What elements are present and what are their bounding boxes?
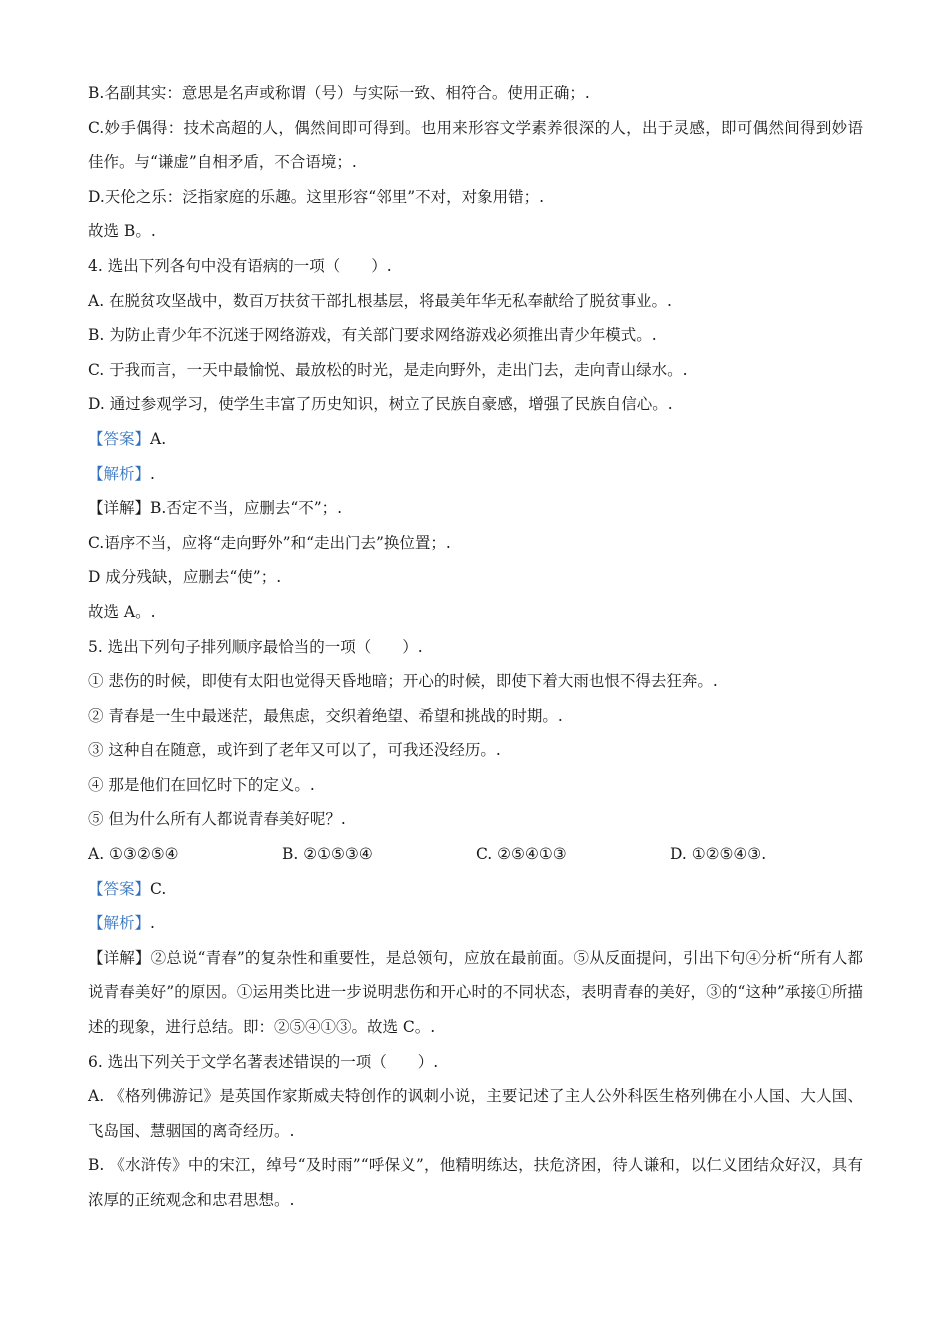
analysis-tag: 【解析】 xyxy=(88,464,151,483)
q5-sentence-3: ③ 这种自在随意，或许到了老年又可以了，可我还没经历。. xyxy=(88,741,501,760)
q4-analysis xyxy=(88,457,863,492)
detail-text: B.否定不当，应删去“不”；. xyxy=(150,499,343,518)
q4-detail xyxy=(88,491,863,526)
analysis-value: . xyxy=(150,914,155,933)
q5-option-a: A. ①③②⑤④ xyxy=(88,845,179,864)
q5-sentence-4: ④ 那是他们在回忆时下的定义。. xyxy=(88,775,315,794)
answer-tag: 【答案】 xyxy=(88,879,151,898)
q5-sentence-1: ① 悲伤的时候，即使有太阳也觉得天昏地暗；开心的时候，即使下着大雨也恨不得去狂奔。. xyxy=(88,672,718,691)
q5-option-d: D. ①②⑤④③. xyxy=(670,845,767,864)
q5-sentence-2: ② 青春是一生中最迷茫，最焦虑，交织着绝望、希望和挑战的时期。. xyxy=(88,706,563,725)
answer-tag: 【答案】 xyxy=(88,429,151,448)
q4-option-c: C. 于我而言，一天中最愉悦、最放松的时光，是走向野外，走出门去，走向青山绿水。. xyxy=(88,360,688,379)
q5-option-c: C. ②⑤④①③ xyxy=(476,845,567,864)
detail-tag: 【详解】 xyxy=(88,948,151,967)
q5-analysis xyxy=(88,906,863,941)
q5-stem: 5. 选出下列句子排列顺序最恰当的一项（ ）. xyxy=(88,637,423,656)
q5-options xyxy=(88,837,863,872)
q6-option-a: A. 《格列佛游记》是英国作家斯威夫特创作的讽刺小说，主要记述了主人公外科医生格列佛在小人国、大人国、飞岛国、慧骃国的离奇经历。. xyxy=(88,1087,863,1140)
q4-answer xyxy=(88,422,863,457)
q5-answer xyxy=(88,872,863,907)
q6-option-b: B. 《水浒传》中的宋江，绰号“及时雨”“呼保义”，他精明练达，扶危济困，待人谦和，以仁义团结众好汉，具有浓厚的正统观念和忠君思想。. xyxy=(88,1156,863,1209)
q6-stem: 6. 选出下列关于文学名著表述错误的一项（ ）. xyxy=(88,1052,439,1071)
q4-conclusion: 故选 A。. xyxy=(88,602,156,621)
q3-option-b-analysis: B.名副其实：意思是名声或称谓（号）与实际一致、相符合。使用正确；. xyxy=(88,84,590,102)
q3-option-d-analysis: D.天伦之乐：泛指家庭的乐趣。这里形容“邻里”不对，对象用错；. xyxy=(88,187,545,206)
q4-detail-d: D 成分残缺，应删去“使”；. xyxy=(88,568,282,587)
answer-value: C. xyxy=(150,879,167,898)
q4-option-a: A. 在脱贫攻坚战中，数百万扶贫干部扎根基层，将最美年华无私奉献给了脱贫事业。. xyxy=(88,291,672,310)
document-page xyxy=(88,76,863,1218)
answer-value: A. xyxy=(150,429,167,448)
q4-option-d: D. 通过参观学习，使学生丰富了历史知识，树立了民族自豪感，增强了民族自信心。. xyxy=(88,395,673,414)
q5-option-b: B. ②①⑤③④ xyxy=(282,845,373,864)
q5-detail xyxy=(88,941,863,1045)
detail-tag: 【详解】 xyxy=(88,499,151,518)
q4-stem: 4. 选出下列各句中没有语病的一项（ ）. xyxy=(88,256,392,275)
q3-conclusion: 故选 B。. xyxy=(88,222,156,241)
analysis-tag: 【解析】 xyxy=(88,914,151,933)
q4-option-b: B. 为防止青少年不沉迷于网络游戏，有关部门要求网络游戏必须推出青少年模式。. xyxy=(88,326,657,345)
q4-detail-c: C.语序不当，应将“走向野外”和“走出门去”换位置；. xyxy=(88,533,451,552)
detail-text: ②总说“青春”的复杂性和重要性，是总领句，应放在最前面。⑤从反面提问，引出下句④分析“所有人都说青春美好”的原因。①运用类比进一步说明悲伤和开心时的不同状态，表明青春的美好，③的“这种”承接①所描述的现象，进行总结。即：②⑤④①③。故选 C。. xyxy=(88,948,863,1037)
q5-sentence-5: ⑤ 但为什么所有人都说青春美好呢？. xyxy=(88,810,346,829)
q3-option-c-analysis: C.妙手偶得：技术高超的人，偶然间即可得到。也用来形容文学素养很深的人，出于灵感，即可偶然间得到妙语佳作。与“谦虚”自相矛盾，不合语境；. xyxy=(88,118,863,172)
analysis-value: . xyxy=(150,464,155,483)
